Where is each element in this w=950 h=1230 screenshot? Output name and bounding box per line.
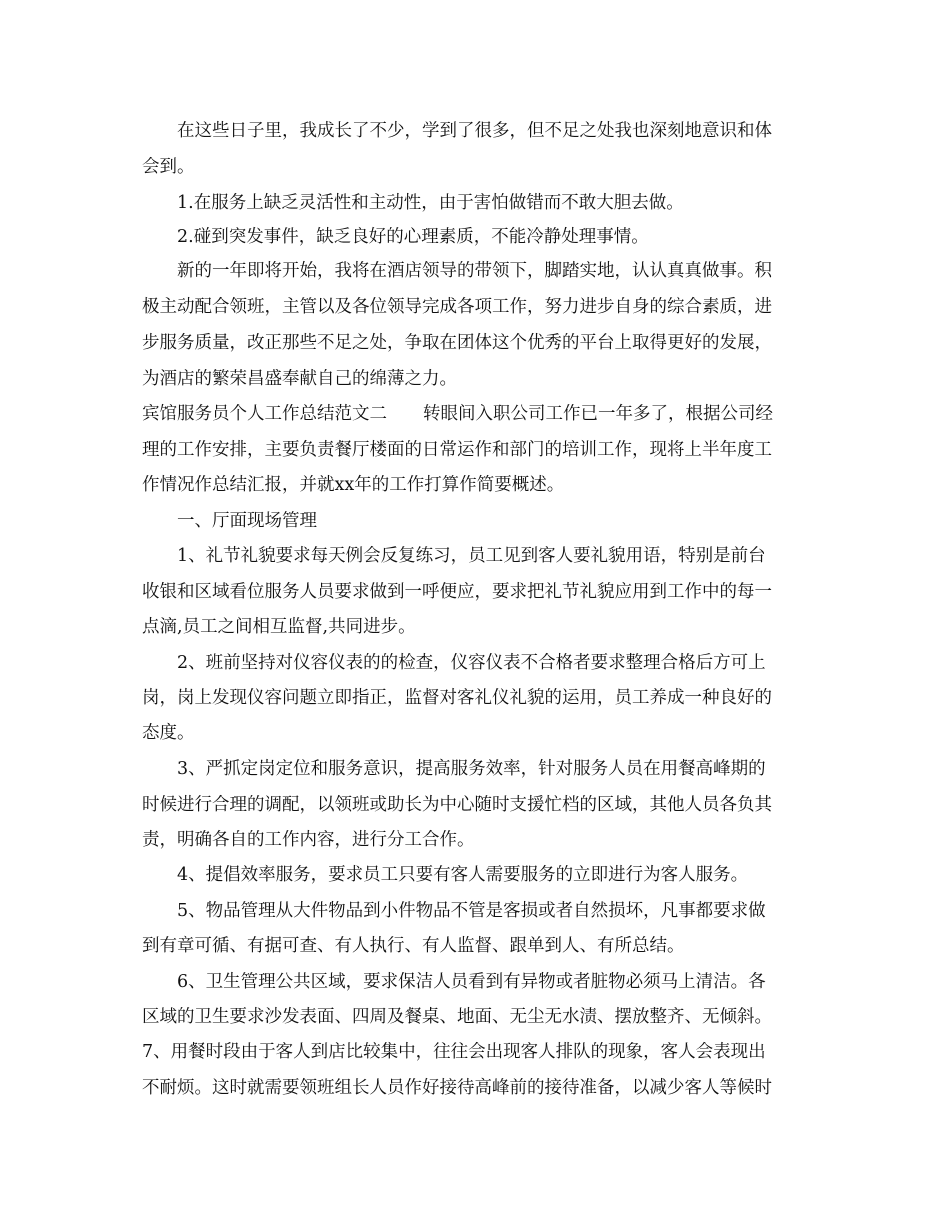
paragraph-line: 时候进行合理的调配，以领班或助长为中心随时支援忙档的区域，其他人员各负其 — [142, 795, 772, 815]
section-heading-line — [142, 396, 832, 432]
paragraph-line: 3、严抓定岗定位和服务意识，提高服务效率，针对服务人员在用餐高峰期的 — [177, 759, 766, 779]
paragraph-line: 7、用餐时段由于客人到店比较集中，往往会出现客人排队的现象，客人会表现出 — [142, 1042, 766, 1062]
section-first-line: 转眼间入职公司工作已一年多了，根据公司经 — [423, 404, 773, 424]
paragraph-line: 极主动配合领班，主管以及各位领导完成各项工作，努力进步自身的综合素质，进 — [142, 297, 772, 317]
paragraph-line: 不耐烦。这时就需要领班组长人员作好接待高峰前的接待准备，以减少客人等候时 — [142, 1078, 772, 1098]
list-item: 1.在服务上缺乏灵活性和主动性，由于害怕做错而不敢大胆去做。 — [177, 193, 684, 213]
paragraph-line: 步服务质量，改正那些不足之处，争取在团体这个优秀的平台上取得更好的发展， — [142, 333, 772, 353]
paragraph-line: 为酒店的繁荣昌盛奉献自己的绵薄之力。 — [142, 369, 457, 389]
section-title: 宾馆服务员个人工作总结范文二 — [142, 404, 387, 424]
paragraph-line: 会到。 — [142, 157, 195, 177]
paragraph-line: 岗，岗上发现仪容问题立即指正，监督对客礼仪礼貌的运用，员工养成一种良好的 — [142, 688, 772, 708]
paragraph-line: 作情况作总结汇报，并就xx年的工作打算作简要概述。 — [142, 475, 565, 495]
subsection-heading: 一、厅面现场管理 — [177, 511, 317, 531]
paragraph-line: 到有章可循、有据可查、有人执行、有人监督、跟单到人、有所总结。 — [142, 936, 685, 956]
paragraph-line: 6、卫生管理公共区域，要求保洁人员看到有异物或者脏物必须马上清洁。各 — [177, 972, 766, 992]
paragraph-line: 责，明确各自的工作内容，进行分工合作。 — [142, 830, 475, 850]
list-item: 2.碰到突发事件，缺乏良好的心理素质，不能冷静处理事情。 — [177, 227, 649, 247]
paragraph-line: 区域的卫生要求沙发表面、四周及餐桌、地面、无尘无水渍、摆放整齐、无倾斜。 — [142, 1007, 772, 1027]
paragraph-line: 4、提倡效率服务，要求员工只要有客人需要服务的立即进行为客人服务。 — [177, 865, 749, 885]
paragraph-line: 在这些日子里，我成长了不少，学到了很多，但不足之处我也深刻地意识和体 — [177, 121, 772, 141]
paragraph-line: 点滴,员工之间相互监督,共同进步。 — [142, 617, 416, 637]
paragraph-line: 理的工作安排，主要负责餐厅楼面的日常运作和部门的培训工作，现将上半年度工 — [142, 440, 772, 460]
paragraph-line: 收银和区域看位服务人员要求做到一呼便应，要求把礼节礼貌应用到工作中的每一 — [142, 582, 772, 602]
paragraph-line: 1、礼节礼貌要求每天例会反复练习，员工见到客人要礼貌用语，特别是前台 — [177, 546, 766, 566]
paragraph-line: 态度。 — [142, 723, 195, 743]
paragraph-line: 5、物品管理从大件物品到小件物品不管是客损或者自然损坏，凡事都要求做 — [177, 901, 766, 921]
paragraph-line: 新的一年即将开始，我将在酒店领导的带领下，脚踏实地，认认真真做事。积 — [177, 261, 772, 281]
paragraph-line: 2、班前坚持对仪容仪表的的检查，仪容仪表不合格者要求整理合格后方可上 — [177, 653, 766, 673]
